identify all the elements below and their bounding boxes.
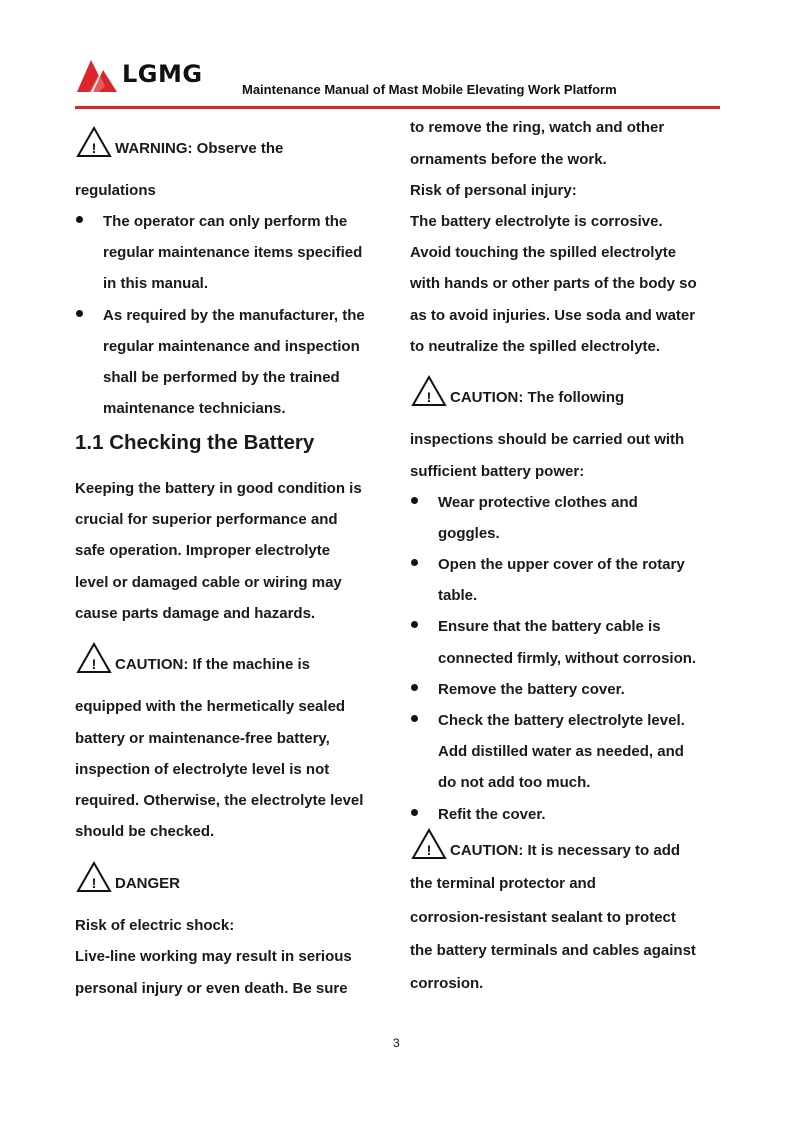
danger-body-line: personal injury or even death. Be sure: [75, 980, 348, 997]
bullet-dot: [411, 497, 418, 504]
caution-body-line: equipped with the hermetically sealed: [75, 698, 346, 715]
bullet-dot: [411, 684, 418, 691]
svg-text:!: !: [426, 389, 432, 405]
caution-triangle-icon: [76, 642, 112, 674]
caution-body-line: inspections should be carried out with: [410, 431, 685, 448]
list-item-line: connected firmly, without corrosion.: [438, 650, 697, 667]
danger-triangle-icon: [76, 861, 112, 893]
caution-triangle-icon: [411, 375, 447, 407]
header-divider: [75, 106, 720, 109]
list-item-line: Remove the battery cover.: [438, 681, 625, 698]
danger-title: DANGER: [115, 875, 181, 892]
caution-title: CAUTION: The following: [450, 389, 625, 406]
paragraph-line: safe operation. Improper electrolyte: [75, 542, 331, 559]
list-item-line: The operator can only perform the: [103, 213, 348, 230]
paragraph-line: to remove the ring, watch and other: [410, 119, 665, 136]
danger-body-line: Live-line working may result in serious: [75, 948, 352, 965]
paragraph-line: ornaments before the work.: [410, 151, 607, 168]
list-item-line: Add distilled water as needed, and: [438, 743, 684, 760]
list-item-line: shall be performed by the trained: [103, 369, 340, 386]
paragraph-line: level or damaged cable or wiring may: [75, 574, 342, 591]
list-item-line: As required by the manufacturer, the: [103, 307, 365, 324]
list-item-line: Open the upper cover of the rotary: [438, 556, 685, 573]
warning-triangle-icon: [76, 126, 112, 158]
list-item-line: do not add too much.: [438, 774, 591, 791]
list-item-line: Check the battery electrolyte level.: [438, 712, 685, 729]
caution-body-line: corrosion.: [410, 975, 484, 992]
danger-body-line: Risk of electric shock:: [75, 917, 235, 934]
list-item-line: Wear protective clothes and: [438, 494, 638, 511]
brand-name: LGMG: [122, 60, 203, 88]
list-item-line: regular maintenance items specified: [103, 244, 363, 261]
caution-body-line: should be checked.: [75, 823, 215, 840]
caution-title: CAUTION: It is necessary to add: [450, 842, 681, 859]
list-item-line: Ensure that the battery cable is: [438, 618, 661, 635]
paragraph-line: to neutralize the spilled electrolyte.: [410, 338, 661, 355]
caution-triangle-icon: [411, 828, 447, 860]
list-item-line: table.: [438, 587, 478, 604]
caution-body-line: the battery terminals and cables against: [410, 942, 696, 959]
list-item-line: goggles.: [438, 525, 500, 542]
bullet-dot: [411, 715, 418, 722]
bullet-dot: [76, 310, 83, 317]
svg-text:!: !: [91, 140, 97, 156]
list-item-line: Refit the cover.: [438, 806, 546, 823]
paragraph-line: cause parts damage and hazards.: [75, 605, 316, 622]
svg-text:!: !: [91, 875, 97, 891]
caution-body-line: the terminal protector and: [410, 875, 596, 892]
bullet-dot: [76, 216, 83, 223]
svg-text:!: !: [426, 842, 432, 858]
caution-body-line: battery or maintenance-free battery,: [75, 730, 330, 747]
svg-text:!: !: [91, 656, 97, 672]
caution-body-line: sufficient battery power:: [410, 463, 585, 480]
list-item-line: maintenance technicians.: [103, 400, 286, 417]
warning-title: WARNING: Observe the: [115, 140, 284, 157]
caution-body-line: inspection of electrolyte level is not: [75, 761, 330, 778]
paragraph-line: Keeping the battery in good condition is: [75, 480, 362, 497]
document-title: Maintenance Manual of Mast Mobile Elevating Work Platform: [242, 82, 617, 97]
caution-title: CAUTION: If the machine is: [115, 656, 311, 673]
bullet-dot: [411, 809, 418, 816]
paragraph-line: The battery electrolyte is corrosive.: [410, 213, 663, 230]
section-heading: 1.1 Checking the Battery: [75, 431, 315, 454]
list-item-line: in this manual.: [103, 275, 209, 292]
bullet-dot: [411, 559, 418, 566]
paragraph-line: Avoid touching the spilled electrolyte: [410, 244, 677, 261]
bullet-dot: [411, 621, 418, 628]
caution-body-line: corrosion-resistant sealant to protect: [410, 909, 676, 926]
warning-continuation: regulations: [75, 182, 156, 199]
paragraph-line: Risk of personal injury:: [410, 182, 577, 199]
page-number: 3: [393, 1036, 400, 1050]
caution-body-line: required. Otherwise, the electrolyte level: [75, 792, 364, 809]
paragraph-line: as to avoid injuries. Use soda and water: [410, 307, 696, 324]
list-item-line: regular maintenance and inspection: [103, 338, 360, 355]
paragraph-line: crucial for superior performance and: [75, 511, 338, 528]
paragraph-line: with hands or other parts of the body so: [410, 275, 697, 292]
